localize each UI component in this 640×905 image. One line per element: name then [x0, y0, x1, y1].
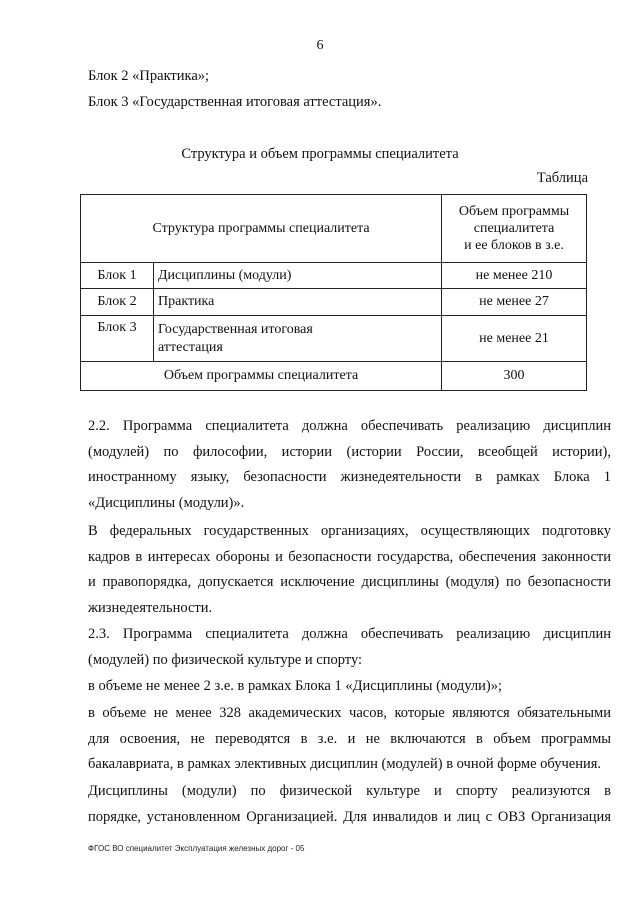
- text-line: для освоения, не переводятся в з.е. и не включаются в объем программы: [88, 730, 611, 747]
- text-line: Дисциплины (модули) по физической культуре и спорту реализуются в: [88, 783, 611, 799]
- block-name-cell: Дисциплины (модули): [154, 263, 442, 289]
- block-volume-cell: не менее 27: [442, 289, 587, 316]
- header-structure-cell: Структура программы специалитета: [81, 195, 442, 263]
- page-number: 6: [316, 38, 324, 53]
- page-footer: ФГОС ВО специалитет Эксплуатация железных дорог - 05: [88, 844, 305, 853]
- text-line: в объеме не менее 328 академических часов, которые являются обязательными: [88, 705, 611, 721]
- paragraph-328-hours: [88, 701, 611, 778]
- block-volume-cell: не менее 210: [442, 263, 587, 289]
- text-line: в объеме не менее 2 з.е. в рамках Блока 1 «Дисциплины (модули)»;: [88, 678, 503, 694]
- text-line: порядке, установленном Организацией. Для инвалидов и лиц с ОВЗ Организация: [88, 808, 611, 825]
- block-name-cell: [154, 316, 442, 362]
- block-name-line: Государственная итоговая: [158, 321, 313, 337]
- table-row: [81, 289, 587, 316]
- table-label: Таблица: [536, 170, 588, 186]
- text-line: «Дисциплины (модули)».: [88, 494, 245, 511]
- program-structure-table: [80, 194, 587, 391]
- text-line: и правопорядка, допускается исключение дисциплины (модуля) по безопасности: [88, 574, 611, 590]
- total-label-cell: Объем программы специалитета: [81, 362, 442, 391]
- header-volume-cell: [442, 195, 587, 263]
- header-volume-line: и ее блоков в з.е.: [464, 238, 564, 253]
- header-volume-line: Объем программы: [458, 204, 570, 219]
- text-line: В федеральных государственных организациях, осуществляющих подготовку: [88, 523, 611, 539]
- paragraph-2-ze: [88, 674, 611, 700]
- paragraph-federal-organizations: [88, 519, 611, 621]
- text-line: кадров в интересах обороны и безопасности государства, обеспечения законности: [88, 548, 611, 565]
- paragraph-2-2: [88, 414, 611, 516]
- text-line: иностранному языку, безопасности жизнедеятельности в рамках Блока 1: [88, 469, 611, 485]
- text-line: (модулей) по физической культуре и спорту:: [88, 651, 363, 668]
- paragraph-disciplines-implementation: [88, 779, 611, 830]
- table-row: [81, 316, 587, 362]
- table-total-row: [81, 362, 587, 391]
- block-name-cell: Практика: [154, 289, 442, 316]
- block-cell: Блок 2: [81, 289, 154, 316]
- table-row: [81, 263, 587, 289]
- block-cell: Блок 1: [81, 263, 154, 289]
- block-cell: Блок 3: [81, 316, 154, 362]
- text-line: 2.2. Программа специалитета должна обеспечивать реализацию дисциплин: [88, 418, 611, 434]
- header-volume-line: специалитета: [473, 221, 555, 236]
- intro-line-block2: Блок 2 «Практика»;: [88, 68, 210, 84]
- text-line: 2.3. Программа специалитета должна обеспечивать реализацию дисциплин: [88, 626, 611, 642]
- block-volume-cell: не менее 21: [442, 316, 587, 362]
- table-header-row: [81, 195, 587, 263]
- table-caption: Структура и объем программы специалитета: [181, 146, 459, 162]
- text-line: (модулей) по философии, истории (истории России, всеобщей истории),: [88, 443, 611, 460]
- text-line: бакалавриата, в рамках элективных дисциплин (модулей) в очной форме обучения.: [88, 756, 602, 772]
- intro-line-block3: Блок 3 «Государственная итоговая аттестация».: [88, 94, 382, 110]
- text-line: жизнедеятельности.: [88, 599, 213, 616]
- block-name-line: аттестация: [158, 339, 223, 355]
- total-value-cell: 300: [442, 362, 587, 391]
- paragraph-2-3: [88, 622, 611, 673]
